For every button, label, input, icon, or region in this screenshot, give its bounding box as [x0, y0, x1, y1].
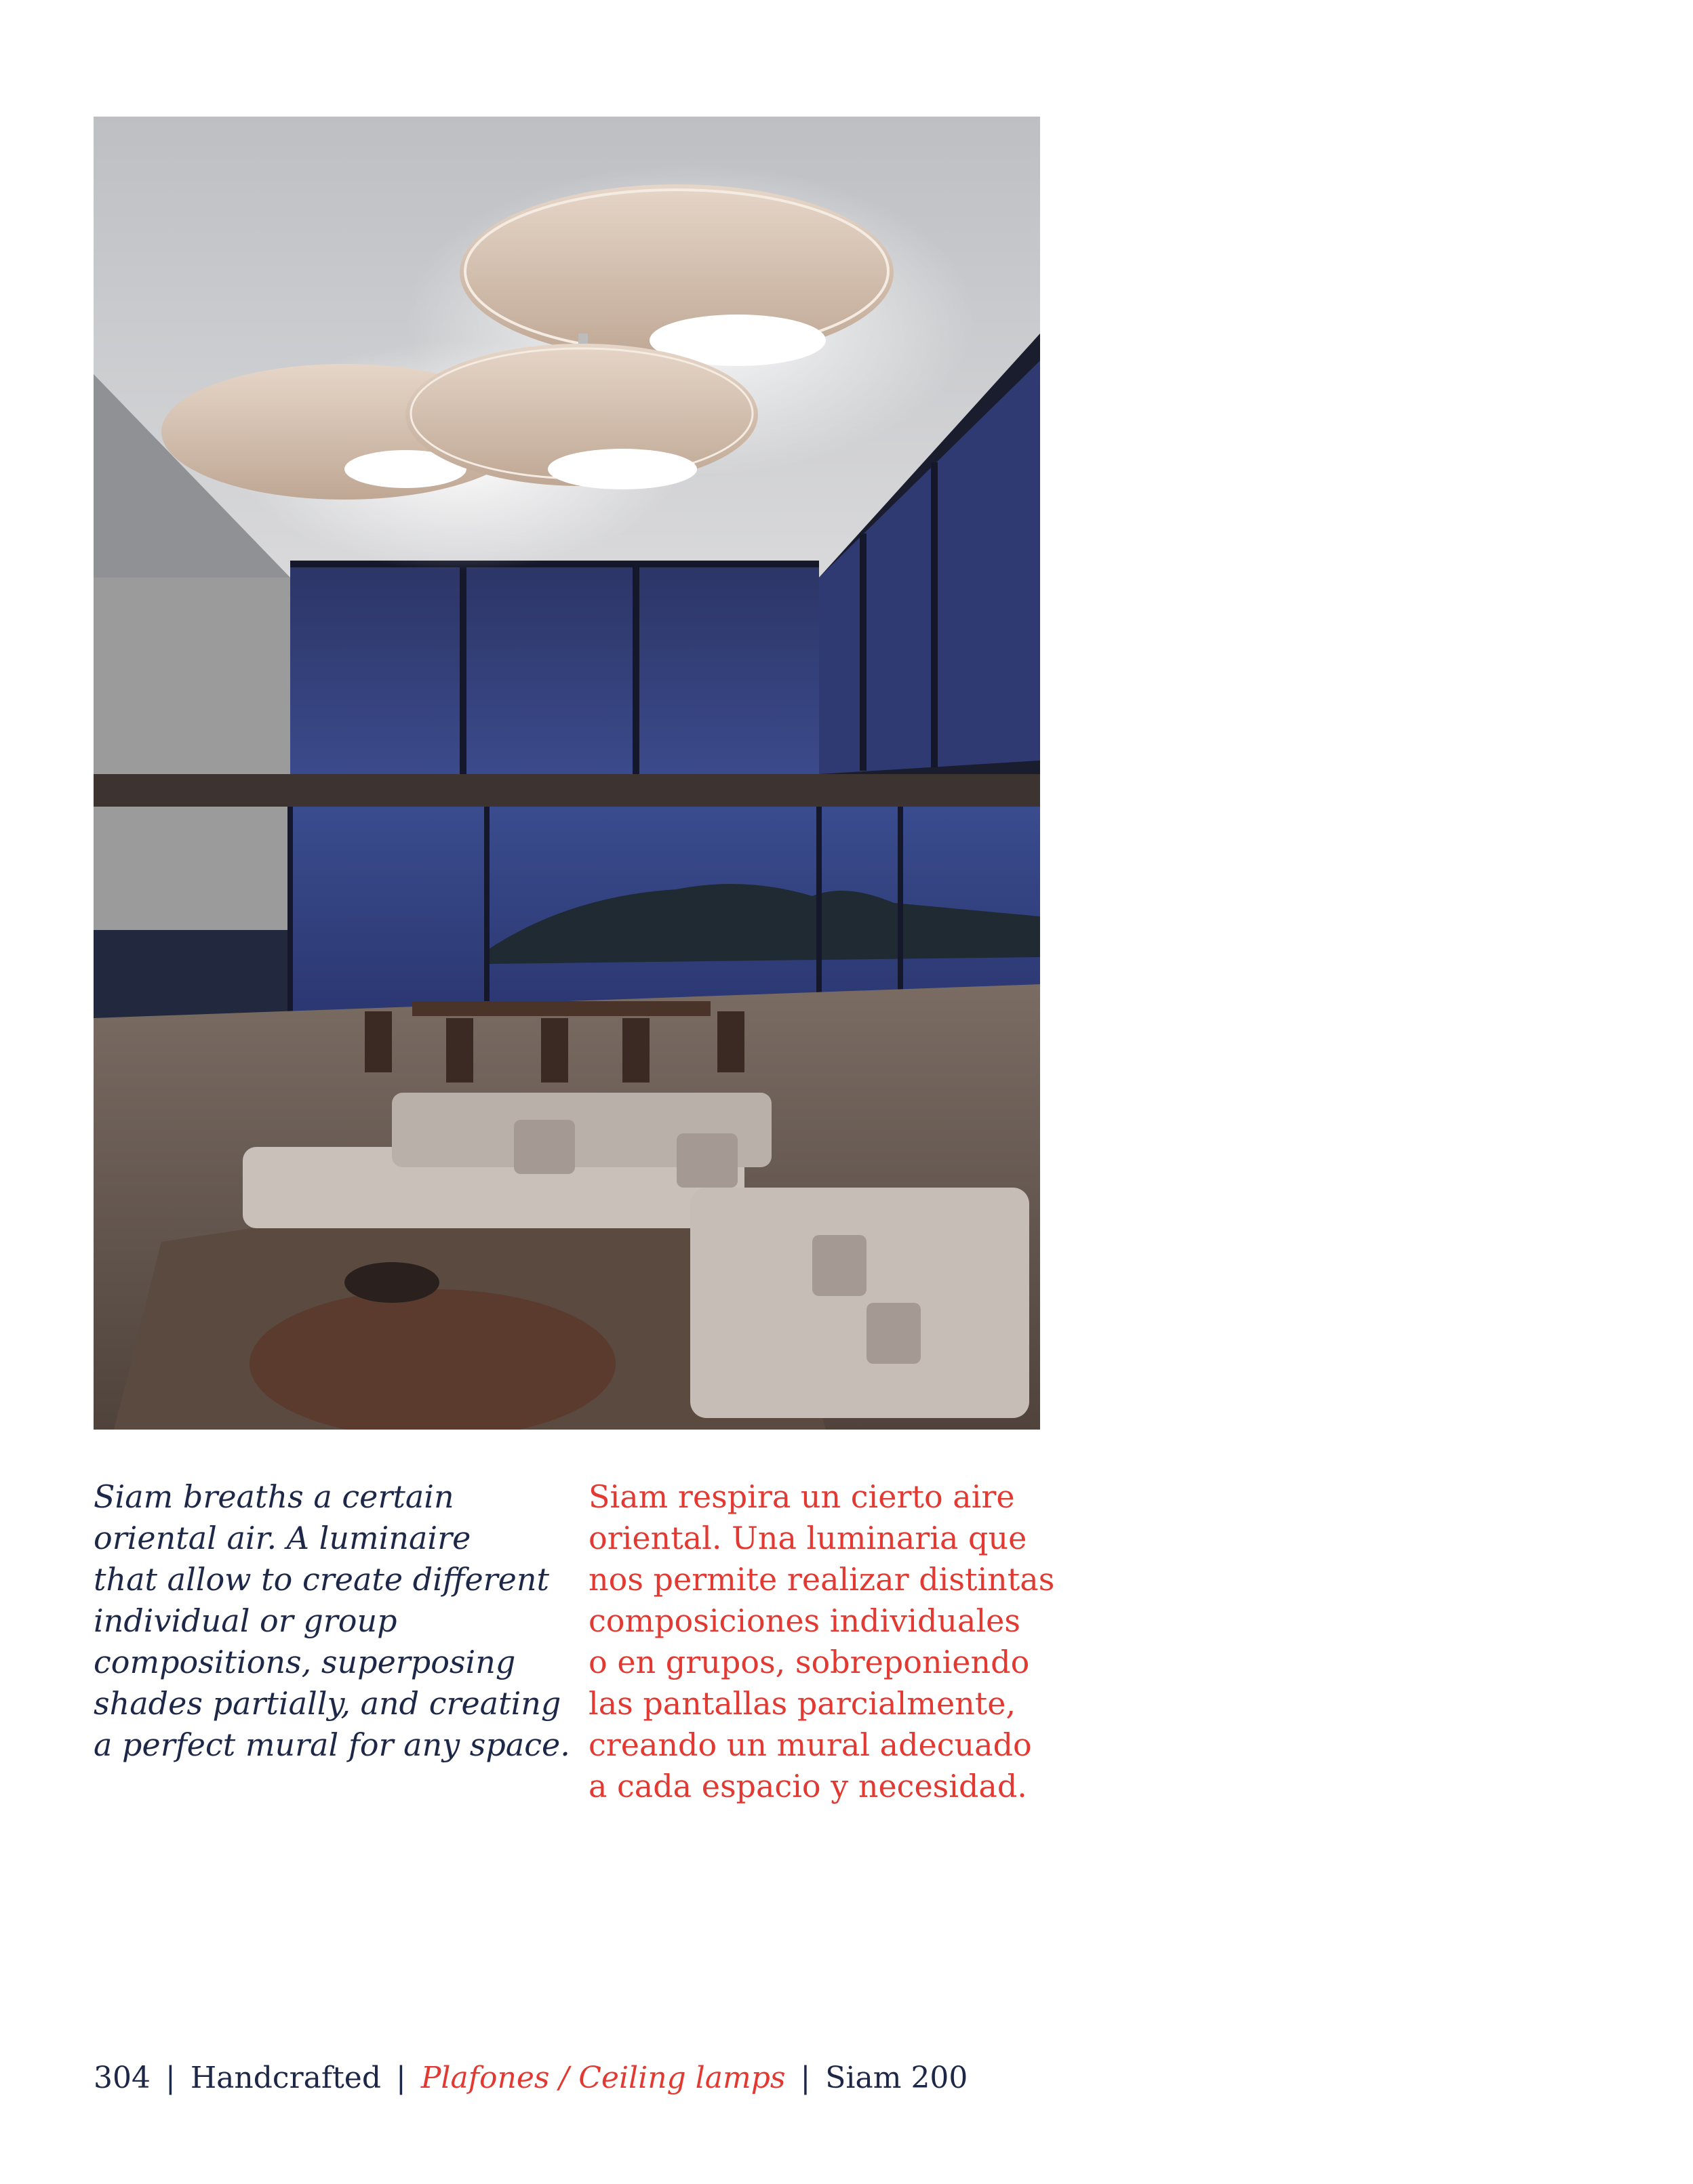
text-line: shades partially, and creating	[94, 1685, 561, 1722]
text-line: individual or group	[94, 1602, 397, 1639]
text-line: oriental. Una luminaria que	[589, 1520, 1027, 1556]
interior-photo-icon	[94, 117, 1040, 1430]
collection-name: Handcrafted	[190, 2061, 381, 2095]
page-footer	[94, 2059, 968, 2097]
text-line: las pantallas parcialmente,	[589, 1685, 1016, 1722]
text-line: o en grupos, sobreponiendo	[589, 1644, 1030, 1680]
description-english	[94, 1476, 570, 1766]
text-line: Siam breaths a certain	[94, 1478, 454, 1515]
footer-separator: |	[165, 2061, 176, 2095]
footer-separator: |	[800, 2061, 811, 2095]
text-line: that allow to create different	[94, 1561, 550, 1598]
text-line: composiciones individuales	[589, 1602, 1021, 1639]
page-number: 304	[94, 2061, 151, 2095]
text-line: nos permite realizar distintas	[589, 1561, 1055, 1598]
category-name: Plafones / Ceiling lamps	[420, 2061, 786, 2095]
description-spanish	[589, 1476, 1055, 1807]
product-name: Siam 200	[825, 2061, 968, 2095]
text-line: oriental air. A luminaire	[94, 1520, 471, 1556]
product-photo	[94, 117, 1040, 1430]
text-line: a perfect mural for any space.	[94, 1726, 570, 1763]
text-line: creando un mural adecuado	[589, 1726, 1032, 1763]
text-line: compositions, superposing	[94, 1644, 516, 1680]
text-line: a cada espacio y necesidad.	[589, 1768, 1027, 1804]
text-line: Siam respira un cierto aire	[589, 1478, 1015, 1515]
footer-separator: |	[396, 2061, 406, 2095]
